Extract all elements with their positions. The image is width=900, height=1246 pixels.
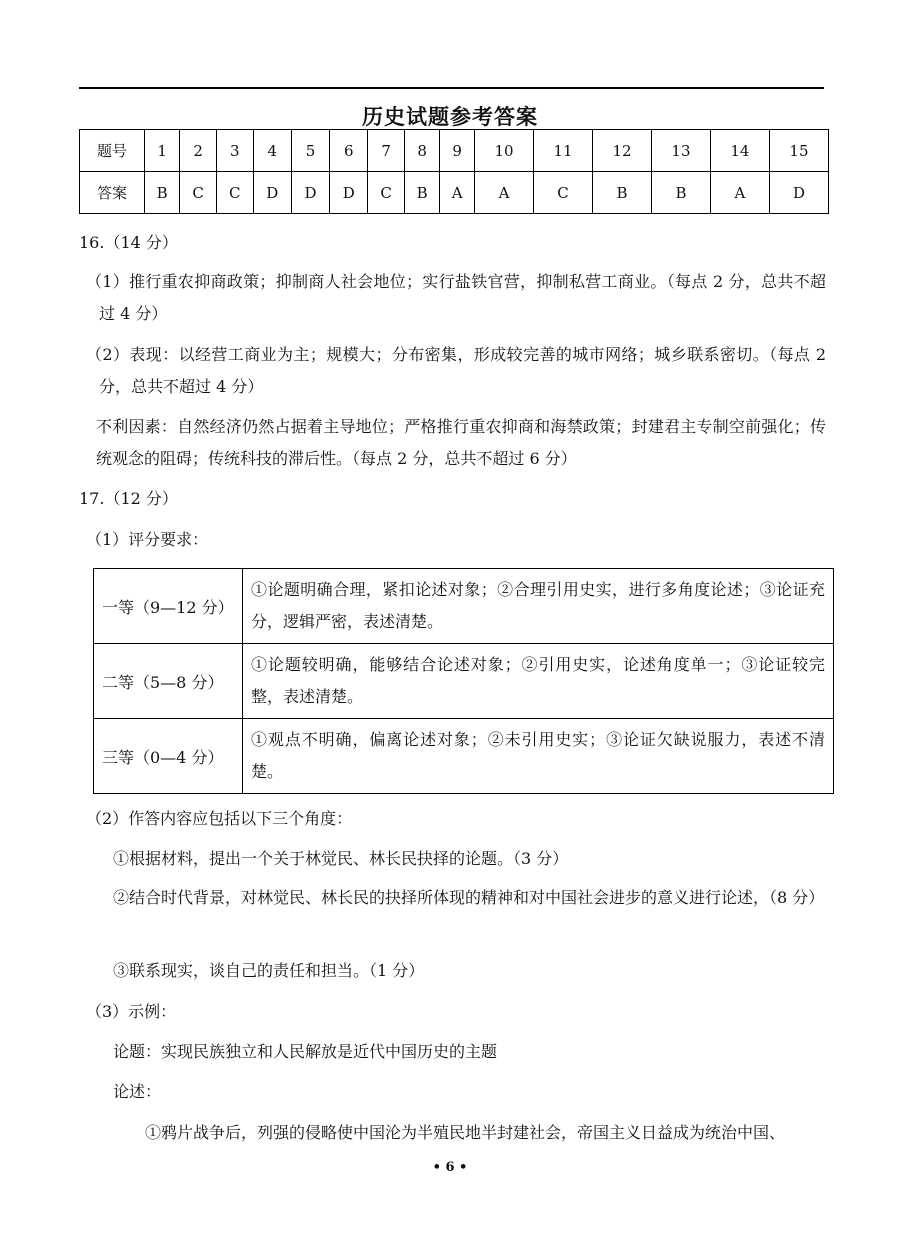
answer-cell: C [534, 172, 593, 214]
question-number-cell: 4 [253, 130, 291, 172]
answer-table-answer-row [80, 172, 829, 214]
question-number-cell: 14 [710, 130, 769, 172]
answer-cell: D [291, 172, 329, 214]
answer-cell: A [440, 172, 475, 214]
question-number-cell: 11 [534, 130, 593, 172]
answer-cell: B [651, 172, 710, 214]
page-title: 历史试题参考答案 [362, 104, 538, 129]
q17-heading: 17.（12 分） [79, 489, 178, 508]
answer-cell: C [216, 172, 253, 214]
grading-level: 一等（9—12 分） [94, 569, 243, 644]
answer-cell: D [253, 172, 291, 214]
answer-cell: A [475, 172, 534, 214]
answer-cell: D [330, 172, 368, 214]
answer-table [79, 129, 829, 214]
question-number-cell: 13 [651, 130, 710, 172]
q16-heading: 16.（14 分） [79, 233, 178, 252]
question-number-cell: 9 [440, 130, 475, 172]
q17-angle2: ②结合时代背景，对林觉民、林长民的抉择所体现的精神和对中国社会进步的意义进行论述，（8 分） [113, 888, 825, 907]
grading-row [94, 644, 834, 719]
q17-angle3: ③联系现实，谈自己的责任和担当。（1 分） [113, 961, 425, 980]
q16-part2-factors: 不利因素：自然经济仍然占据着主导地位；严格推行重农抑商和海禁政策；封建君主专制空前强化；传统观念的阻碍；传统科技的滞后性。（每点 2 分，总共不超过 6 分） [96, 417, 826, 468]
question-number-cell: 8 [404, 130, 439, 172]
grading-desc: ①观点不明确，偏离论述对象；②未引用史实；③论证欠缺说服力，表述不清楚。 [243, 719, 834, 794]
numbers-label: 题号 [80, 130, 145, 172]
question-number-cell: 10 [475, 130, 534, 172]
q16-part1: （1）推行重农抑商政策；抑制商人社会地位；实行盐铁官营，抑制私营工商业。（每点 2 分，总共不超过 4 分） [86, 272, 826, 323]
q17-part2-heading: （2）作答内容应包括以下三个角度： [86, 809, 353, 828]
question-number-cell: 12 [593, 130, 652, 172]
question-number-cell: 3 [216, 130, 253, 172]
question-number-cell: 15 [769, 130, 828, 172]
answer-table-number-row [80, 130, 829, 172]
answer-cell: B [145, 172, 180, 214]
grading-level: 二等（5—8 分） [94, 644, 243, 719]
question-number-cell: 7 [368, 130, 405, 172]
answer-cell: B [593, 172, 652, 214]
answer-cell: B [404, 172, 439, 214]
question-number-cell: 1 [145, 130, 180, 172]
q17-argument-label: 论述： [113, 1082, 162, 1101]
grading-table [93, 568, 834, 794]
answers-label: 答案 [80, 172, 145, 214]
question-number-cell: 6 [330, 130, 368, 172]
answer-cell: C [368, 172, 405, 214]
answer-cell: C [180, 172, 217, 214]
grading-row [94, 569, 834, 644]
top-rule [79, 87, 824, 89]
page-number: • 6 • [432, 1160, 468, 1175]
q17-part3-heading: （3）示例： [86, 1002, 177, 1021]
grading-row [94, 719, 834, 794]
q17-argument1: ①鸦片战争后，列强的侵略使中国沦为半殖民地半封建社会，帝国主义日益成为统治中国、 [145, 1123, 786, 1142]
q17-thesis: 论题：实现民族独立和人民解放是近代中国历史的主题 [113, 1042, 498, 1061]
q17-angle1: ①根据材料，提出一个关于林觉民、林长民抉择的论题。（3 分） [113, 849, 569, 868]
grading-desc: ①论题明确合理，紧扣论述对象；②合理引用史实，进行多角度论述；③论证充分，逻辑严密，表述清楚。 [243, 569, 834, 644]
grading-level: 三等（0—4 分） [94, 719, 243, 794]
question-number-cell: 2 [180, 130, 217, 172]
answer-cell: D [769, 172, 828, 214]
answer-cell: A [710, 172, 769, 214]
q17-part1-heading: （1）评分要求： [86, 530, 209, 549]
question-number-cell: 5 [291, 130, 329, 172]
q16-part2: （2）表现：以经营工商业为主；规模大；分布密集，形成较完善的城市网络；城乡联系密切。（每点 2 分，总共不超过 4 分） [86, 345, 826, 396]
grading-desc: ①论题较明确，能够结合论述对象；②引用史实，论述角度单一；③论证较完整，表述清楚。 [243, 644, 834, 719]
